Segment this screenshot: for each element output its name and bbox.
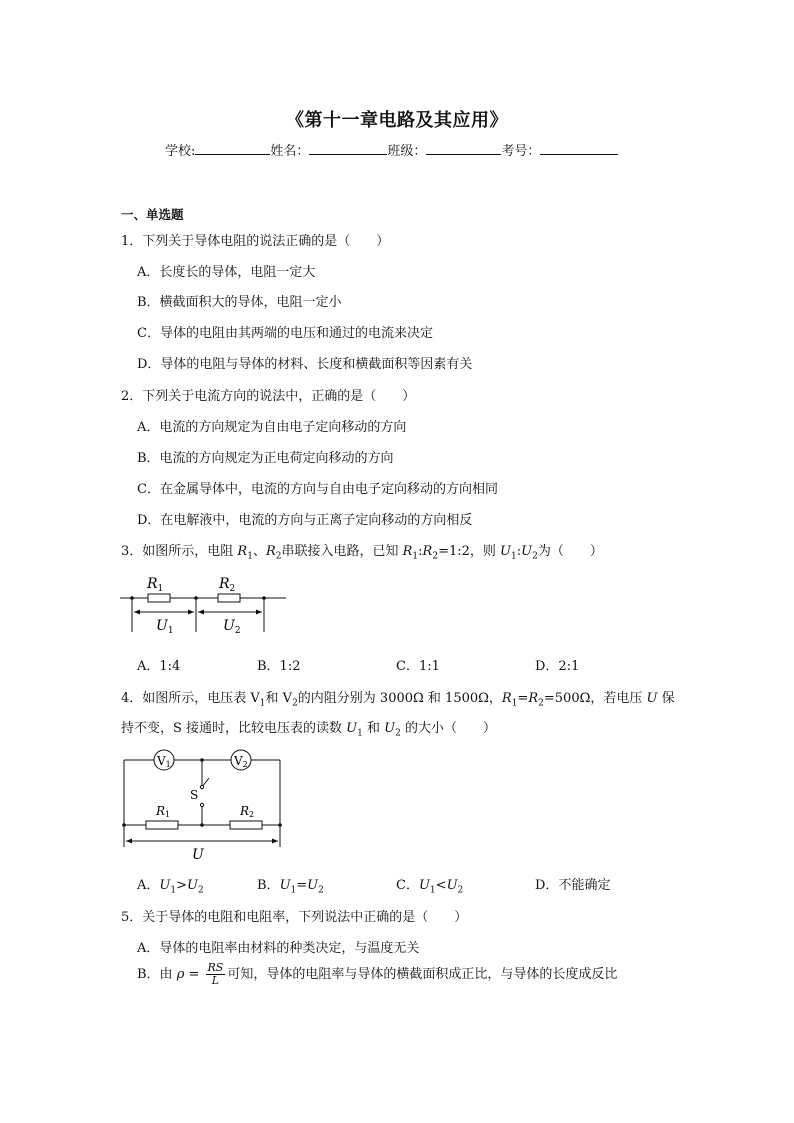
question-1-option-c[interactable]: C．导体的电阻由其两端的电压和通过的电流来决定 [137, 326, 433, 341]
u2-label: $U_2$ [223, 618, 241, 636]
name-label: 姓名： [270, 144, 310, 159]
r2-label: R2 [240, 804, 255, 819]
name-blank[interactable] [309, 140, 387, 155]
u1-arrowhead-right [188, 610, 194, 615]
question-1-option-a[interactable]: A．长度长的导体，电阻一定大 [137, 265, 316, 280]
question-4-stem-line-1: 4．如图所示，电压表 $V_1$和 $V_2$的内阻分别为 3000Ω 和 1500Ω，$R_1=R_2=500\Omega$，若电压 U 保 [121, 691, 675, 709]
question-3-stem: 3．如图所示，电阻 $R_1$、$R_2$串联接入电路，已知 $R_1:R_2=1:2$，则 $U_1:U_2$为（ ） [121, 544, 603, 562]
question-2-option-a[interactable]: A．电流的方向规定为自由电子定向移动的方向 [137, 420, 407, 435]
question-2-option-d[interactable]: D．在电解液中，电流的方向与正离子定向移动的方向相反 [137, 513, 473, 528]
question-4-option-d[interactable]: D．不能确定 [535, 878, 611, 893]
question-3-option-a[interactable]: A．1:4 [137, 659, 181, 674]
question-5-stem: 5．关于导体的电阻和电阻率，下列说法中正确的是（ ） [121, 910, 468, 925]
question-1-stem: 1．下列关于导体电阻的说法正确的是（ ） [121, 234, 390, 249]
question-3-option-d[interactable]: D．2:1 [535, 659, 580, 674]
voltmeter-circuit-figure [118, 745, 288, 865]
student-info-line [165, 140, 618, 159]
v2-label: V2 [234, 754, 248, 769]
question-4-option-b[interactable]: B．$U_1=U_2$ [257, 878, 324, 896]
resistivity-fraction: $\frac{RS}{L}$ [207, 961, 224, 987]
resistor-r1 [146, 821, 178, 829]
question-2-option-b[interactable]: B．电流的方向规定为正电荷定向移动的方向 [137, 451, 394, 466]
school-label: 学校: [165, 144, 196, 159]
page-title: 《第十一章电路及其应用》 [286, 110, 508, 131]
u1-label: $U_1$ [156, 618, 174, 636]
r1-label: R1 [156, 804, 171, 819]
series-circuit-figure [118, 570, 293, 636]
question-3-option-c[interactable]: C．1:1 [396, 659, 440, 674]
question-3-option-b[interactable]: B．1:2 [257, 659, 301, 674]
u2-arrowhead-right [256, 610, 262, 615]
resistor-r2 [230, 821, 262, 829]
question-3-options [0, 655, 794, 673]
question-2-stem: 2．下列关于电流方向的说法中，正确的是（ ） [121, 389, 416, 404]
u2-arrowhead-left [198, 610, 204, 615]
s-label: S [190, 788, 199, 802]
question-4-option-a[interactable]: A．$U_1>U_2$ [137, 878, 204, 896]
question-4-option-c[interactable]: C．$U_1<U_2$ [396, 878, 464, 896]
class-blank[interactable] [426, 140, 501, 155]
u1-arrowhead-left [134, 610, 140, 615]
v1-label: V1 [157, 754, 171, 769]
r1-label: $R_1$ [147, 576, 164, 594]
question-5-option-b[interactable]: B．由 ρ = $\frac{RS}{L}$ 可知，导体的电阻率与导体的横截面积成正比，与导体的长度成反比 [137, 961, 618, 987]
class-label: 班级： [387, 144, 427, 159]
resistor-r2 [218, 594, 240, 602]
question-4-stem-line-2: 持不变，S 接通时，比较电压表的读数 $U_1$ 和 $U_2$ 的大小（ ） [121, 721, 496, 739]
number-label: 考号： [501, 144, 541, 159]
resistor-r1 [148, 594, 170, 602]
question-4-options [0, 874, 794, 896]
question-5-option-a[interactable]: A．导体的电阻率由材料的种类决定，与温度无关 [137, 941, 420, 956]
number-blank[interactable] [540, 140, 618, 155]
u-label: U [192, 847, 204, 863]
question-1-option-b[interactable]: B．横截面积大的导体，电阻一定小 [137, 295, 342, 310]
school-blank[interactable] [195, 140, 270, 155]
question-2-option-c[interactable]: C．在金属导体中，电流的方向与自由电子定向移动的方向相同 [137, 482, 498, 497]
section-title: 一、单选题 [121, 207, 184, 222]
question-1-option-d[interactable]: D．导体的电阻与导体的材料、长度和横截面积等因素有关 [137, 357, 473, 372]
r2-label: $R_2$ [219, 576, 236, 594]
